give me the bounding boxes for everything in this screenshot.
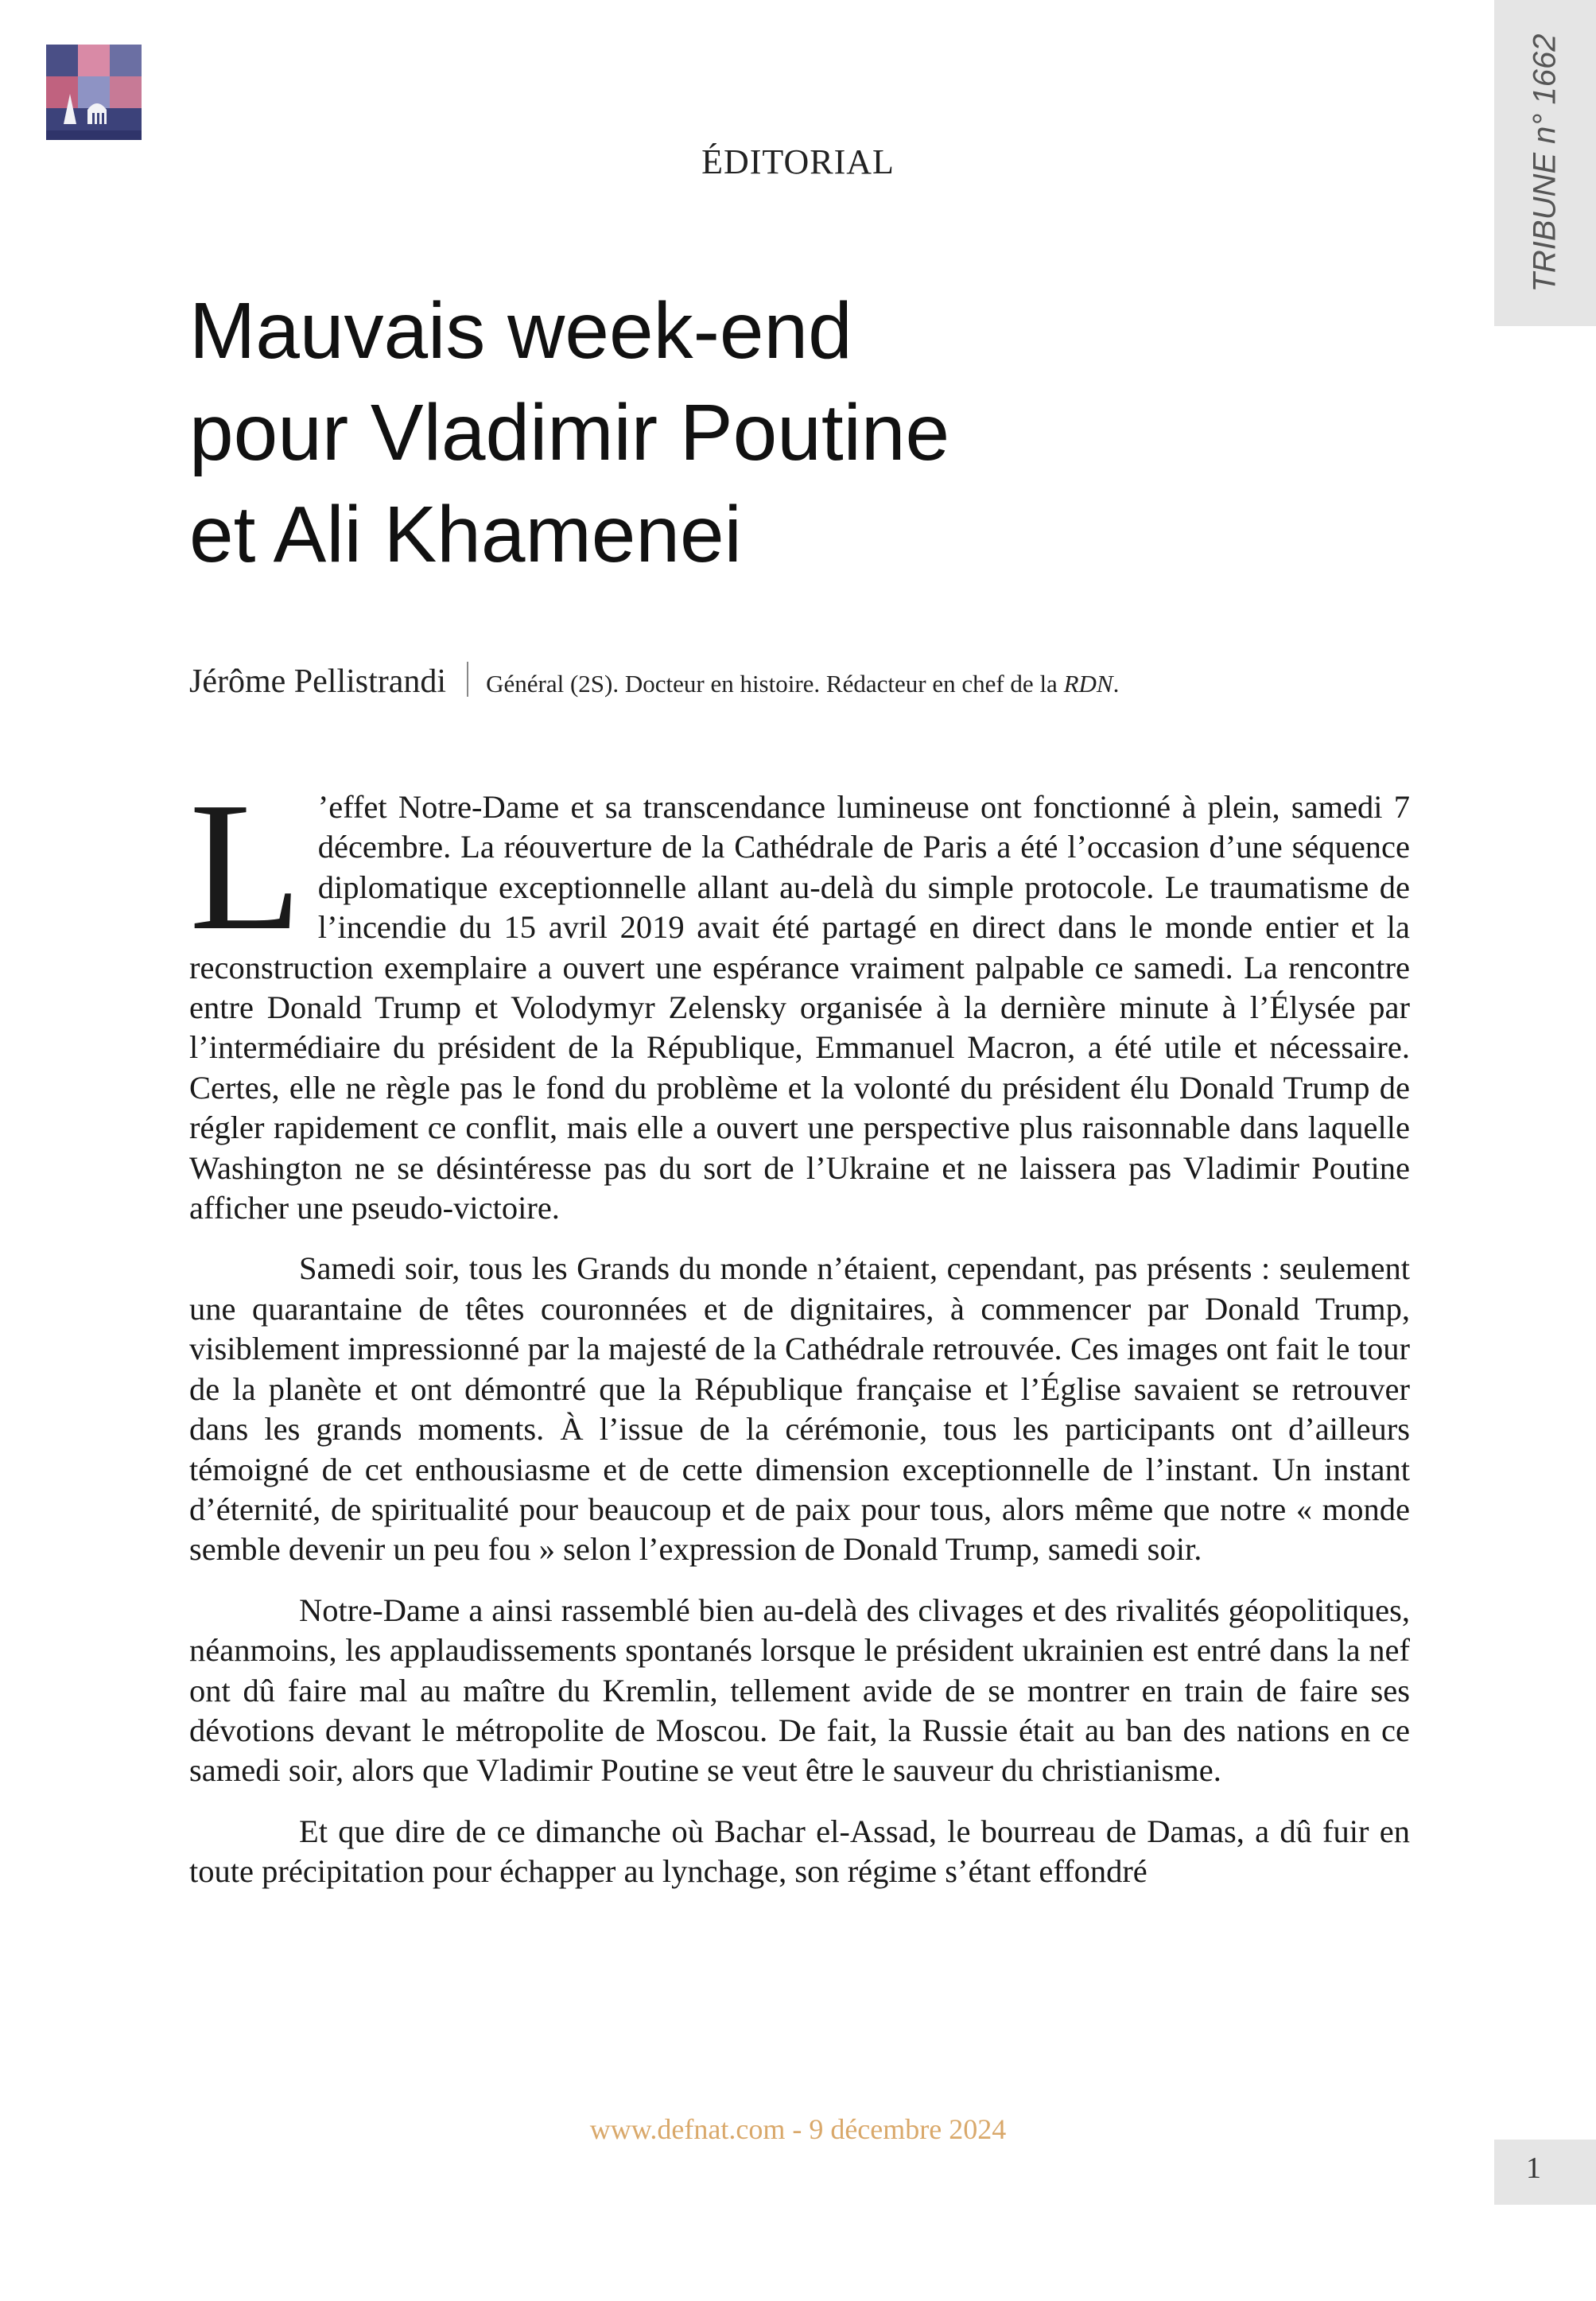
drop-cap: L xyxy=(189,764,302,969)
affiliation-end: . xyxy=(1113,670,1120,698)
paragraph: Samedi soir, tous les Grands du monde n’étaient, cependant, pas présents : seulement une quarantaine de têtes couronnées et de dignitaires, à commencer par Donald Trump, visiblement impressionné par la majesté de la Cathédrale retrouvée. Ces images ont fait le tour de la planète et ont démontré que la République française et l’Église savaient se retrouver dans les grands moments. À l’issue de la cérémonie, tous les participants ont d’ailleurs témoigné de cet enthousiasme et de cette dimension exceptionnelle de l’instant. Un instant d’éternité, de spiritualité pour beaucoup et de paix pour tous, alors même que notre « monde semble devenir un peu fou » selon l’expression de Donald Trump, samedi soir. xyxy=(189,1250,1410,1568)
tribune-number: TRIBUNE n° 1662 xyxy=(1527,33,1563,293)
byline xyxy=(189,662,1119,701)
journal-name: RDN xyxy=(1063,670,1113,698)
logo-graphic xyxy=(46,45,142,140)
paragraph: Et que dire de ce dimanche où Bachar el-Assad, le bourreau de Damas, a dû fuir en toute précipitation pour échapper au lynchage, son régime s’étant effondré xyxy=(189,1813,1410,1890)
byline-divider xyxy=(467,662,468,697)
article-body xyxy=(189,764,1410,1913)
footer-url-date: www.defnat.com - 9 décembre 2024 xyxy=(589,2113,1007,2145)
article-title xyxy=(189,280,1382,585)
author-affiliation xyxy=(486,670,1119,698)
cathedral-logo-icon xyxy=(46,45,142,140)
paragraph-text: ’effet Notre-Dame et sa transcendance lumineuse ont fonctionné à plein, samedi 7 décembre. La réouverture de la Cathédrale de Paris a été l’occasion d’une séquence diplomatique exceptionnelle allant au-delà du simple protocole. Le traumatisme de l’incendie du 15 avril 2019 avait été partagé en direct dans le monde entier et la reconstruction exemplaire a ouvert une espérance vraiment palpable ce samedi. La rencontre entre Donald Trump et Volodymyr Zelensky organisée à la dernière minute à l’Élysée par l’intermédiaire du président de la République, Emmanuel Macron, a été utile et nécessaire. Certes, elle ne règle pas le fond du problème et la volonté du président élu Donald Trump de régler rapidement ce conflit, mais elle a ouvert une perspective plus raisonnable dans laquelle Washington ne se désintéresse pas du sort de l’Ukraine et ne laissera pas Vladimir Poutine afficher une pseudo-victoire. xyxy=(189,789,1410,1226)
section-label: ÉDITORIAL xyxy=(701,142,895,181)
title-line: et Ali Khamenei xyxy=(189,490,742,579)
paragraph xyxy=(189,764,1410,1228)
page-number-tab xyxy=(1494,2140,1596,2205)
title-line: Mauvais week-end xyxy=(189,286,852,375)
author-name: Jérôme Pellistrandi xyxy=(189,663,447,700)
page-number: 1 xyxy=(1526,2151,1541,2185)
affiliation-text: Général (2S). Docteur en histoire. Rédacteur en chef de la xyxy=(486,670,1064,698)
paragraph: Notre-Dame a ainsi rassemblé bien au-delà des clivages et des rivalités géopolitiques, néanmoins, les applaudissements spontanés lorsque le président ukrainien est entré dans la nef ont dû faire mal au maître du Kremlin, tellement avide de se montrer en train de faire ses dévotions devant le métropolite de Moscou. De fait, la Russie était au ban des nations en ce samedi soir, alors que Vladimir Poutine se veut être le sauveur du christianisme. xyxy=(189,1592,1410,1789)
title-line: pour Vladimir Poutine xyxy=(189,388,950,477)
